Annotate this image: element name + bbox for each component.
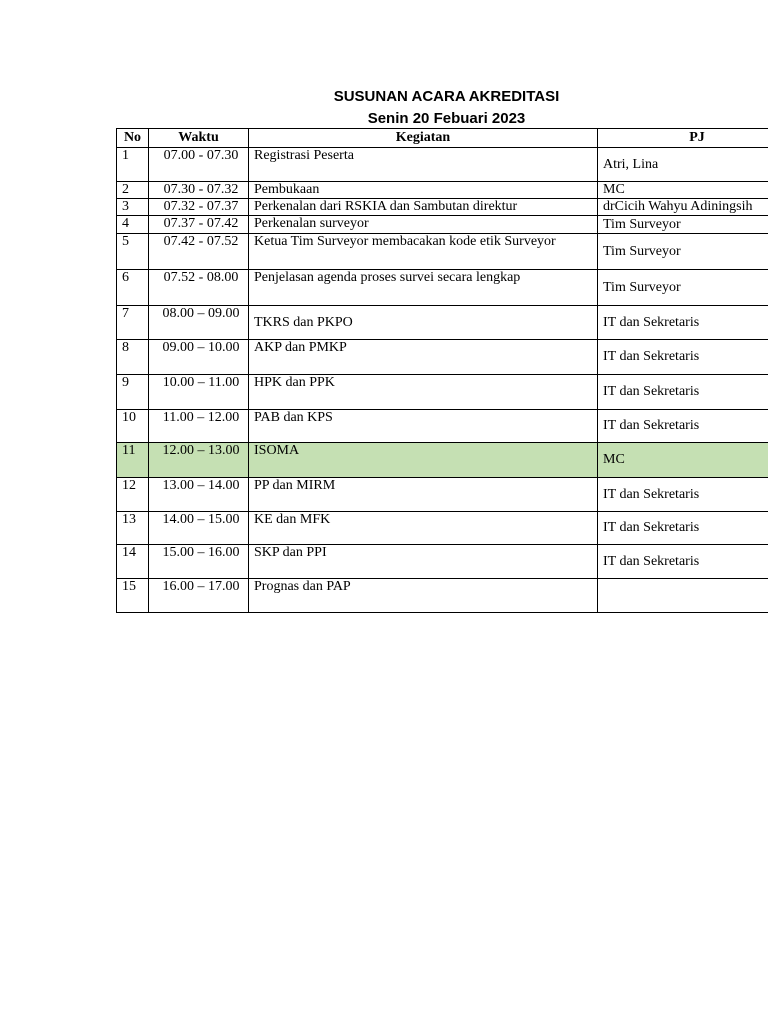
table-row: [117, 579, 768, 613]
schedule-table: [116, 128, 768, 613]
cell-pj: MC: [598, 182, 768, 199]
table-row: [117, 148, 768, 182]
cell-no: 13: [117, 512, 149, 545]
header-kegiatan: Kegiatan: [249, 129, 598, 148]
cell-kegiatan: Ketua Tim Surveyor membacakan kode etik Surveyor: [249, 234, 598, 270]
cell-kegiatan: Perkenalan surveyor: [249, 216, 598, 234]
cell-pj: Tim Surveyor: [598, 216, 768, 234]
cell-pj: IT dan Sekretaris: [598, 340, 768, 375]
table-row: [117, 216, 768, 234]
table-row-highlighted: [117, 443, 768, 478]
cell-kegiatan: SKP dan PPI: [249, 545, 598, 579]
table-row: [117, 234, 768, 270]
table-row: [117, 410, 768, 443]
page-title: SUSUNAN ACARA AKREDITASI: [333, 88, 560, 105]
cell-waktu: 13.00 – 14.00: [149, 478, 249, 512]
cell-waktu: 12.00 – 13.00: [149, 443, 249, 478]
cell-waktu: 07.00 - 07.30: [149, 148, 249, 182]
cell-kegiatan: PAB dan KPS: [249, 410, 598, 443]
page-subtitle: Senin 20 Febuari 2023: [367, 110, 526, 127]
table-row: [117, 306, 768, 340]
table-row: [117, 199, 768, 216]
header-no: No: [117, 129, 149, 148]
cell-kegiatan: ISOMA: [249, 443, 598, 478]
table-row: [117, 182, 768, 199]
table-row: [117, 512, 768, 545]
cell-kegiatan: Penjelasan agenda proses survei secara lengkap: [249, 270, 598, 306]
table-row: [117, 340, 768, 375]
cell-pj: Atri, Lina: [598, 148, 768, 182]
header-pj: PJ: [598, 129, 768, 148]
cell-kegiatan: HPK dan PPK: [249, 375, 598, 410]
cell-waktu: 07.42 - 07.52: [149, 234, 249, 270]
cell-no: 15: [117, 579, 149, 613]
table-row: [117, 545, 768, 579]
cell-no: 10: [117, 410, 149, 443]
cell-pj: IT dan Sekretaris: [598, 512, 768, 545]
cell-pj: [598, 579, 768, 613]
cell-no: 6: [117, 270, 149, 306]
cell-no: 4: [117, 216, 149, 234]
cell-waktu: 16.00 – 17.00: [149, 579, 249, 613]
cell-waktu: 07.32 - 07.37: [149, 199, 249, 216]
cell-pj: drCicih Wahyu Adiningsih: [598, 199, 768, 216]
cell-kegiatan: Perkenalan dari RSKIA dan Sambutan direktur: [249, 199, 598, 216]
cell-pj: IT dan Sekretaris: [598, 545, 768, 579]
cell-kegiatan: Prognas dan PAP: [249, 579, 598, 613]
cell-kegiatan: TKRS dan PKPO: [249, 306, 598, 340]
cell-waktu: 14.00 – 15.00: [149, 512, 249, 545]
cell-pj: IT dan Sekretaris: [598, 478, 768, 512]
cell-waktu: 07.52 - 08.00: [149, 270, 249, 306]
cell-kegiatan: Registrasi Peserta: [249, 148, 598, 182]
cell-waktu: 11.00 – 12.00: [149, 410, 249, 443]
cell-pj: IT dan Sekretaris: [598, 375, 768, 410]
cell-pj: MC: [598, 443, 768, 478]
table-row: [117, 375, 768, 410]
header-waktu: Waktu: [149, 129, 249, 148]
cell-kegiatan: Pembukaan: [249, 182, 598, 199]
table-row: [117, 478, 768, 512]
cell-kegiatan: KE dan MFK: [249, 512, 598, 545]
cell-no: 7: [117, 306, 149, 340]
cell-pj: IT dan Sekretaris: [598, 306, 768, 340]
cell-waktu: 08.00 – 09.00: [149, 306, 249, 340]
cell-kegiatan: PP dan MIRM: [249, 478, 598, 512]
cell-pj: Tim Surveyor: [598, 270, 768, 306]
cell-no: 8: [117, 340, 149, 375]
cell-no: 2: [117, 182, 149, 199]
cell-no: 11: [117, 443, 149, 478]
cell-waktu: 07.37 - 07.42: [149, 216, 249, 234]
cell-waktu: 09.00 – 10.00: [149, 340, 249, 375]
table-header-row: [117, 129, 768, 148]
cell-pj: Tim Surveyor: [598, 234, 768, 270]
cell-waktu: 15.00 – 16.00: [149, 545, 249, 579]
cell-waktu: 07.30 - 07.32: [149, 182, 249, 199]
cell-no: 12: [117, 478, 149, 512]
cell-no: 9: [117, 375, 149, 410]
cell-kegiatan: AKP dan PMKP: [249, 340, 598, 375]
cell-pj: IT dan Sekretaris: [598, 410, 768, 443]
cell-no: 14: [117, 545, 149, 579]
cell-no: 5: [117, 234, 149, 270]
cell-waktu: 10.00 – 11.00: [149, 375, 249, 410]
cell-no: 1: [117, 148, 149, 182]
table-row: [117, 270, 768, 306]
cell-no: 3: [117, 199, 149, 216]
